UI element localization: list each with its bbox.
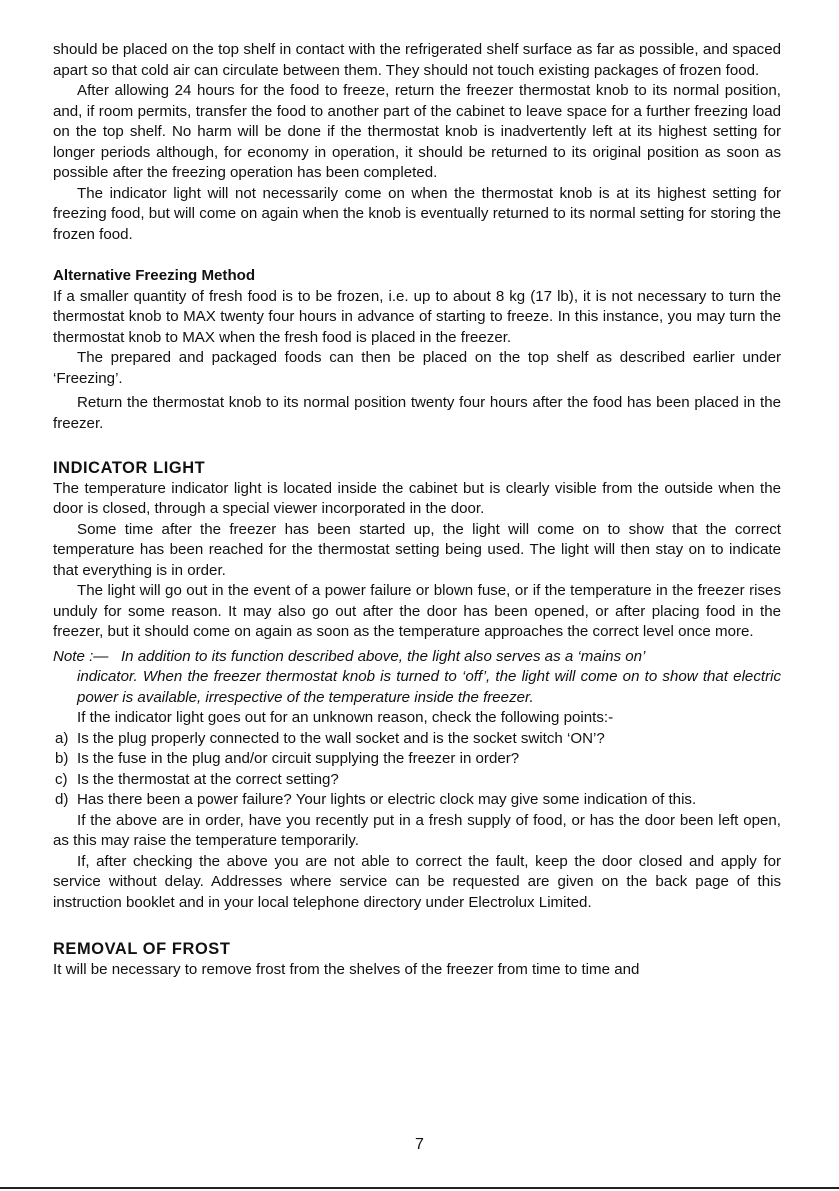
page-number: 7 bbox=[415, 1136, 424, 1153]
list-item bbox=[53, 790, 781, 811]
indicator-light-paragraph-5: If, after checking the above you are not able to correct the fault, keep the door closed and apply for service without delay. Addresses where service can be requested are given on the back page of this instruction booklet and in your local telephone directory under Electrolux Limited. bbox=[53, 852, 781, 911]
alternative-freezing-heading: Alternative Freezing Method bbox=[53, 267, 256, 284]
note-block bbox=[53, 647, 781, 709]
intro-paragraph-2: After allowing 24 hours for the food to freeze, return the freezer thermostat knob to its normal position, and, if room permits, transfer the food to another part of the cabinet to leave space for a further freezing load on the top shelf. No harm will be done if the thermostat knob is inadvertently left at its highest setting for longer periods although, for economy in operation, it should be returned to its original position as soon as possible after the freezing operation has been completed. bbox=[53, 82, 781, 181]
list-item-text: Is the plug properly connected to the wall socket and is the socket switch ‘ON’? bbox=[77, 729, 605, 747]
note-first-line bbox=[53, 647, 781, 668]
list-item-label: c) bbox=[55, 770, 68, 788]
note-first-text: In addition to its function described above, the light also serves as a ‘mains on’ bbox=[120, 647, 646, 665]
intro-paragraph-1: should be placed on the top shelf in contact with the refrigerated shelf surface as far as possible, and spaced apart so that cold air can circulate between them. They should not touch existing packages of frozen food. bbox=[53, 41, 781, 79]
alternative-freezing-paragraph-1: If a smaller quantity of fresh food is to be frozen, i.e. up to about 8 kg (17 lb), it is not necessary to turn the thermostat knob to MAX twenty four hours in advance of starting to freeze. In this instance, you may turn the thermostat knob to MAX when the fresh food is placed in the freezer. bbox=[53, 287, 781, 346]
list-item-text: Is the thermostat at the correct setting? bbox=[77, 770, 339, 788]
indicator-light-paragraph-1: The temperature indicator light is located inside the cabinet but is clearly visible from the outside when the door is closed, through a special viewer incorporated in the door. bbox=[53, 479, 781, 517]
checklist-intro: If the indicator light goes out for an unknown reason, check the following points:- bbox=[77, 709, 614, 726]
indicator-light-paragraph-2: Some time after the freezer has been started up, the light will come on to show that the correct temperature has been reached for the thermostat setting being used. The light will then stay on to indicate that everything is in order. bbox=[53, 520, 781, 579]
list-item bbox=[53, 749, 781, 770]
list-item-label: d) bbox=[55, 791, 69, 808]
indicator-light-heading: INDICATOR LIGHT bbox=[53, 459, 206, 477]
list-item-text: Has there been a power failure? Your lights or electric clock may give some indication of this. bbox=[77, 791, 697, 808]
intro-paragraph-3: The indicator light will not necessarily come on when the thermostat knob is at its highest setting for freezing food, but will come on again when the knob is eventually returned to its normal setting for storing the frozen food. bbox=[53, 184, 781, 243]
note-body: indicator. When the freezer thermostat knob is turned to ‘off’, the light will come on to show that electric power is available, irrespective of the temperature inside the freezer. bbox=[77, 668, 781, 706]
removal-of-frost-heading: REMOVAL OF FROST bbox=[53, 940, 231, 958]
list-item-label: a) bbox=[55, 729, 69, 747]
note-label: Note :— bbox=[53, 647, 109, 665]
indicator-light-paragraph-3: The light will go out in the event of a power failure or blown fuse, or if the temperature in the freezer rises unduly for some reason. It may also go out after the door has been opened, or after placing food in the freezer, but it should come on again as soon as the temperature approaches the correct level once more. bbox=[53, 582, 781, 640]
list-item bbox=[53, 729, 781, 750]
list-item bbox=[53, 770, 781, 791]
indicator-light-paragraph-4: If the above are in order, have you recently put in a fresh supply of food, or has the door been left open, as this may raise the temperature temporarily. bbox=[53, 811, 781, 849]
list-item-text: Is the fuse in the plug and/or circuit supplying the freezer in order? bbox=[77, 750, 520, 767]
list-item-label: b) bbox=[55, 750, 69, 767]
checklist bbox=[53, 729, 781, 811]
document-page bbox=[53, 40, 781, 980]
alternative-freezing-paragraph-2: The prepared and packaged foods can then be placed on the top shelf as described earlier under ‘Freezing’. bbox=[53, 349, 781, 387]
removal-of-frost-paragraph-1: It will be necessary to remove frost from the shelves of the freezer from time to time and bbox=[53, 960, 640, 978]
bottom-rule bbox=[0, 1187, 839, 1189]
alternative-freezing-paragraph-3: Return the thermostat knob to its normal position twenty four hours after the food has been placed in the freezer. bbox=[53, 394, 781, 432]
